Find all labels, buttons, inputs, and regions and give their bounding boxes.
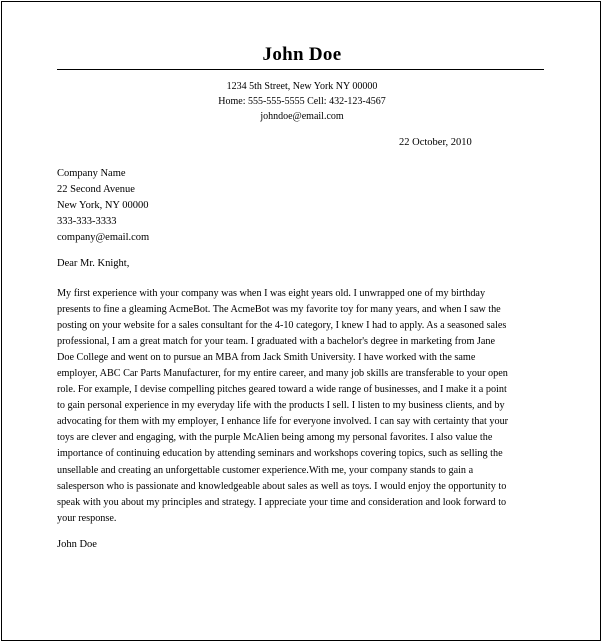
recipient-company: Company Name <box>57 168 126 179</box>
body-line: employer, ABC Car Parts Manufacturer, for my entire career, and many job skills are transferable to your open <box>57 368 508 380</box>
body-line: advocating for them with my employer, I enhance life for everyone involved. I can say with certainty that your <box>57 416 509 428</box>
recipient-phone: 333-333-3333 <box>57 216 117 227</box>
body-line: your response. <box>57 512 117 524</box>
body-line: salesperson who is passionate and knowledgeable about sales as well as toys. I would enjoy the opportunity to <box>57 480 507 492</box>
body-line: speak with you about my principles and strategy. I appreciate your time and consideration and look forward to <box>57 496 507 508</box>
body-line: toys are clever and engaging, with the purple McAlien being among my personal favorites. I also value the <box>57 432 493 444</box>
sender-address: 1234 5th Street, New York NY 00000 <box>226 81 378 92</box>
recipient-email: company@email.com <box>57 232 150 243</box>
body-line: presents to fine a gleaming AcmeBot. The AcmeBot was my favorite toy for many years, and when I saw the <box>57 304 501 316</box>
recipient-city: New York, NY 00000 <box>57 200 149 211</box>
body-line: importance of continuing education by attending seminars and workshops covering topics, such as selling the <box>57 448 503 460</box>
body-line: professional, I am a great match for your team. I graduated with a bachelor's degree in marketing from Jane <box>57 336 496 348</box>
body-line: posting on your website for a sales consultant for the 4-10 category, I knew I had to apply. As a seasoned sales <box>57 320 507 332</box>
signoff-name: John Doe <box>57 539 97 550</box>
letter-body <box>57 286 547 527</box>
sender-name: John Doe <box>262 44 342 65</box>
salutation: Dear Mr. Knight, <box>57 258 130 269</box>
body-line: to gain personal experience in my everyday life with the products I sell. I listen to my business clients, and by <box>57 400 505 412</box>
body-line: My first experience with your company was when I was eight years old. I unwrapped one of my birthday <box>57 288 486 299</box>
recipient-street: 22 Second Avenue <box>57 184 135 195</box>
header-divider <box>57 69 544 70</box>
body-line: Doe College and went on to pursue an MBA from Jack Smith University. I have worked with the same <box>57 352 476 364</box>
body-line: role. For example, I devise compelling pitches geared toward a wide range of businesses, and I make it a point <box>57 384 507 396</box>
letter-date: 22 October, 2010 <box>399 137 472 148</box>
recipient-block <box>57 166 149 246</box>
sender-phones: Home: 555-555-5555 Cell: 432-123-4567 <box>218 96 386 107</box>
body-line: unsellable and creating an unforgettable customer experience.With me, your company stands to gain a <box>57 464 474 476</box>
sender-email: johndoe@email.com <box>260 111 344 122</box>
